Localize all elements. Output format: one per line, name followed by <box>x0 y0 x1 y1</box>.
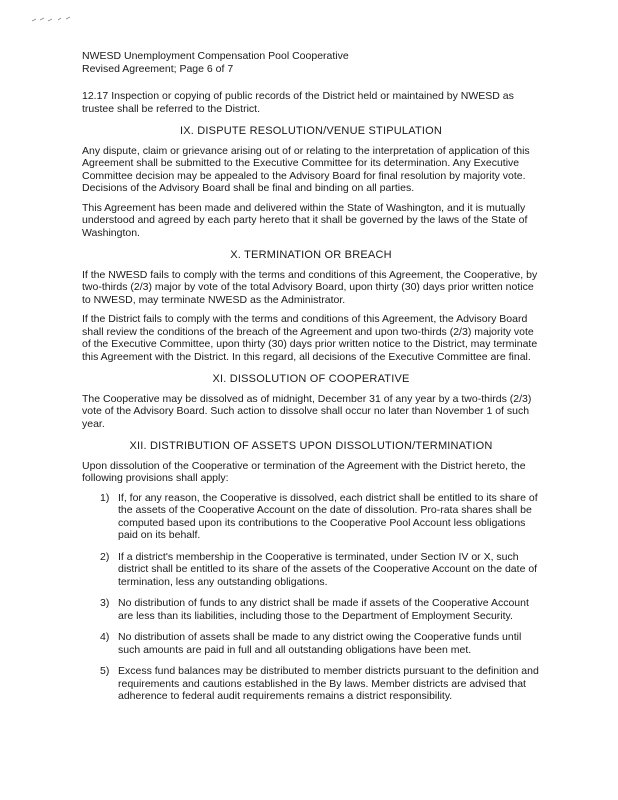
provision-text: No distribution of funds to any district shall be made if assets of the Cooperative Account are less than its liabilities, including those to the Department of Employment Security. <box>118 597 529 622</box>
document-body <box>82 90 540 712</box>
section-paragraph: The Cooperative may be dissolved as of midnight, December 31 of any year by a two-thirds (2/3) vote of the Advisory Board. Such action to dissolve shall occur no later than November 1 of such year. <box>82 392 532 430</box>
provision-item <box>82 551 540 589</box>
provision-number: 2) <box>100 550 110 563</box>
provision-number: 4) <box>100 631 110 643</box>
provision-item <box>82 631 540 656</box>
provision-item <box>82 597 540 622</box>
provision-text: If a district's membership in the Cooperative is terminated, under Section IV or X, such district shall be entitled to its share of the assets of the Cooperative Account on the date of termination, less any outstanding obligations. <box>118 550 538 588</box>
provision-text: No distribution of assets shall be made to any district owing the Cooperative funds until such amounts are paid in full and all outstanding obligations have been met. <box>118 631 522 656</box>
section-title: X. TERMINATION OR BREACH <box>230 249 392 261</box>
section-title: IX. DISPUTE RESOLUTION/VENUE STIPULATION <box>179 125 443 137</box>
section-distribution <box>82 440 540 703</box>
provision-item <box>82 492 540 542</box>
provision-number: 1) <box>100 491 110 504</box>
section-termination <box>82 249 540 363</box>
section-dispute-resolution <box>82 125 540 239</box>
provision-text: If, for any reason, the Cooperative is dissolved, each district shall be entitled to its share of the assets of the Cooperative Account on the date of dissolution. Pro-rata shares shall be computed based upon its contributions to the Cooperative Pool Account less obligations paid on its behalf. <box>118 491 538 541</box>
provision-number: 3) <box>100 597 110 609</box>
section-paragraph: If the District fails to comply with the terms and conditions of this Agreement, the Advisory Board shall review the conditions of the breach of the Agreement and upon two-thirds (2/3) majority vote of the Executive Committee, upon thirty (30) days prior written notice to the District, may terminate this Agreement with the District. In this regard, all decisions of the Executive Committee are final. <box>82 313 538 363</box>
section-dissolution <box>82 373 540 430</box>
header-title: NWESD Unemployment Compensation Pool Cooperative <box>82 50 349 62</box>
intro-paragraph: 12.17 Inspection or copying of public records of the District held or maintained by NWESD as trustee shall be referred to the District. <box>82 90 514 115</box>
provision-item <box>82 665 540 703</box>
section-paragraph: Any dispute, claim or grievance arising out of or relating to the interpretation of application of this Agreement shall be submitted to the Executive Committee for its determination. Any Executive Committee decision may be appealed to the Advisory Board for final resolution by majority vote. Decisions of the Advisory Board shall be final and binding on all parties. <box>82 144 530 194</box>
section-paragraph: This Agreement has been made and delivered within the State of Washington, and it is mutually understood and agreed by each party hereto that it shall be governed by the laws of the State of Washington. <box>82 201 528 239</box>
provision-number: 5) <box>100 665 110 677</box>
scan-artifact-mark <box>30 14 80 24</box>
provisions-list <box>82 492 540 703</box>
section-paragraph: If the NWESD fails to comply with the terms and conditions of this Agreement, the Cooperative, by two-thirds (2/3) major by vote of the total Advisory Board, upon thirty (30) days prior written notice to NWESD, may terminate NWESD as the Administrator. <box>82 268 538 306</box>
section-title: XII. DISTRIBUTION OF ASSETS UPON DISSOLUTION/TERMINATION <box>129 440 493 452</box>
provision-text: Excess fund balances may be distributed to member districts pursuant to the definition and requirements and cautions established in the By laws. Member districts are advised that adherence to federal audit requirements remains a district responsibility. <box>118 665 539 702</box>
document-header <box>82 50 562 76</box>
section-title: XI. DISSOLUTION OF COOPERATIVE <box>212 373 410 385</box>
header-page-ref: Revised Agreement; Page 6 of 7 <box>82 63 234 75</box>
section-paragraph: Upon dissolution of the Cooperative or termination of the Agreement with the District hereto, the following provisions shall apply: <box>82 459 526 484</box>
